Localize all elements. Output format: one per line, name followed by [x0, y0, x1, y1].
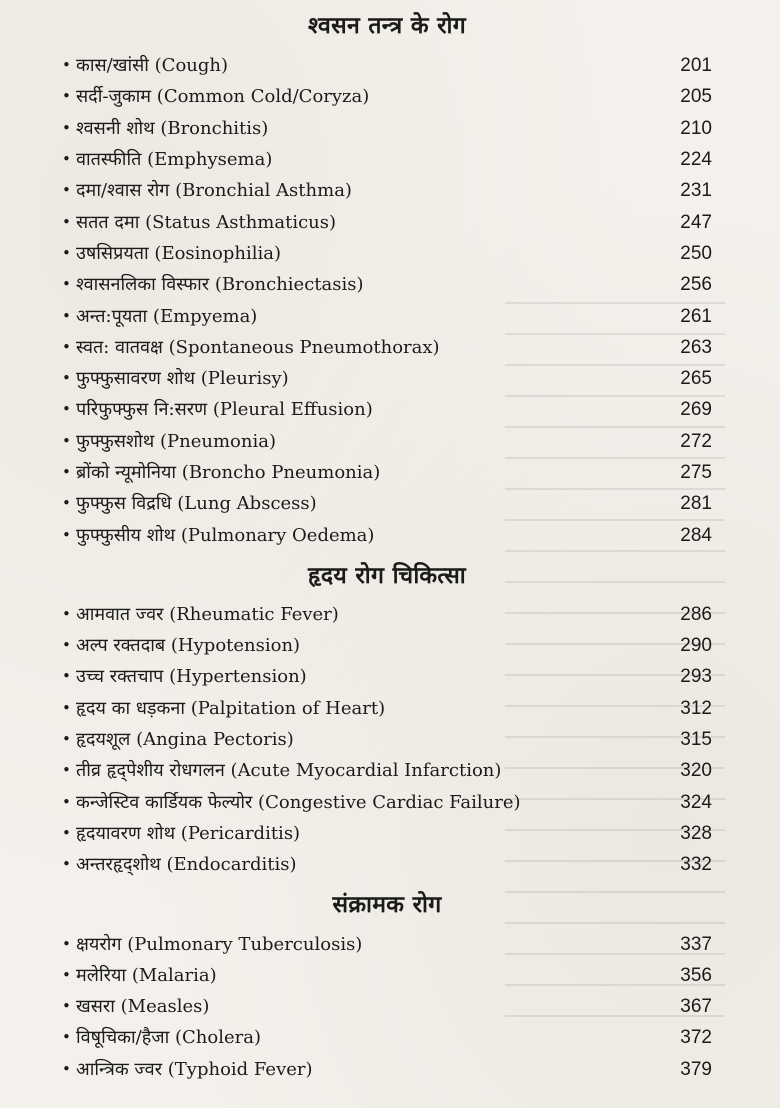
- entry-title: खसरा (Measles): [76, 996, 210, 1018]
- toc-entry: [62, 755, 712, 786]
- entry-title: आन्त्रिक ज्वर (Typhoid Fever): [76, 1058, 313, 1080]
- bullet-icon: •: [62, 150, 71, 169]
- bullet-icon: •: [62, 604, 71, 623]
- toc-entry: [62, 991, 712, 1022]
- bullet-icon: •: [62, 636, 71, 655]
- section-infectious: [62, 880, 712, 1084]
- entry-page: 201: [680, 55, 712, 77]
- entry-title: हृदय का धड़कना (Palpitation of Heart): [76, 697, 386, 719]
- toc-entry: [62, 599, 712, 630]
- toc-entry: [62, 519, 712, 550]
- toc-entry: [62, 113, 712, 144]
- entry-page: 337: [680, 933, 712, 955]
- entry-page: 290: [680, 635, 712, 657]
- bullet-icon: •: [62, 275, 71, 294]
- entry-page: 263: [680, 336, 712, 358]
- entry-page: 286: [680, 603, 712, 625]
- toc-entry: [62, 457, 712, 488]
- entry-title: मलेरिया (Malaria): [76, 964, 217, 986]
- bullet-icon: •: [62, 1059, 71, 1078]
- toc-entry: [62, 693, 712, 724]
- section-cardiac: [62, 551, 712, 881]
- bullet-icon: •: [62, 855, 71, 874]
- entry-title: क्षयरोग (Pulmonary Tuberculosis): [76, 933, 363, 955]
- entry-page: 284: [680, 524, 712, 546]
- toc-entry: [62, 724, 712, 755]
- entry-title: उषसिप्रयता (Eosinophilia): [76, 242, 281, 264]
- bullet-icon: •: [62, 243, 71, 262]
- entry-page: 367: [680, 996, 712, 1018]
- entry-title: अन्तरहृद्शोथ (Endocarditis): [76, 854, 297, 876]
- bullet-icon: •: [62, 56, 71, 75]
- entry-page: 272: [680, 430, 712, 452]
- entry-title: उच्च रक्तचाप (Hypertension): [76, 666, 307, 688]
- toc-entry: [62, 206, 712, 237]
- toc-entry: [62, 300, 712, 331]
- entry-title: फुफ्फुसशोथ (Pneumonia): [76, 430, 276, 452]
- entry-page: 275: [680, 462, 712, 483]
- entry-title: आमवात ज्वर (Rheumatic Fever): [76, 603, 339, 625]
- bullet-icon: •: [62, 400, 71, 419]
- entry-title: फुफ्फुसीय शोथ (Pulmonary Oedema): [76, 524, 375, 546]
- bullet-icon: •: [62, 369, 71, 388]
- bullet-icon: •: [62, 934, 71, 953]
- entry-page: 328: [680, 822, 712, 844]
- entry-title: ब्रोंको न्यूमोनिया (Broncho Pneumonia): [76, 462, 381, 483]
- toc-entry: [62, 960, 712, 991]
- section-title: श्वसन तन्त्र के रोग: [307, 12, 467, 39]
- toc-entry: [62, 81, 712, 112]
- entry-title: कास/खांसी (Cough): [76, 55, 229, 77]
- bullet-icon: •: [62, 494, 71, 513]
- toc-entry: [62, 928, 712, 959]
- entry-title: विषूचिका/हैजा (Cholera): [76, 1027, 262, 1049]
- toc-entry: [62, 787, 712, 818]
- entry-title: कन्जेस्टिव कार्डियक फेल्योर (Congestive Cardiac Failure): [76, 791, 521, 813]
- entry-page: 224: [680, 149, 712, 171]
- entry-page: 293: [680, 666, 712, 688]
- bullet-icon: •: [62, 118, 71, 137]
- bullet-icon: •: [62, 463, 71, 481]
- entry-title: तीव्र हृद्पेशीय रोधगलन (Acute Myocardial Infarction): [76, 760, 502, 782]
- entry-title: अल्प रक्तदाब (Hypotension): [76, 635, 301, 657]
- bullet-icon: •: [62, 87, 71, 106]
- bullet-icon: •: [62, 667, 71, 686]
- entry-title: सतत दमा (Status Asthmaticus): [76, 211, 337, 233]
- toc-entry: [62, 144, 712, 175]
- bullet-icon: •: [62, 965, 71, 984]
- entry-page: 324: [680, 791, 712, 813]
- entry-title: अन्त:पूयता (Empyema): [76, 305, 258, 327]
- entry-page: 315: [680, 729, 712, 751]
- bullet-icon: •: [62, 212, 71, 231]
- entry-page: 356: [680, 964, 712, 986]
- entry-page: 332: [680, 854, 712, 876]
- entry-page: 379: [680, 1058, 712, 1080]
- toc-entry: [62, 363, 712, 394]
- toc-entry: [62, 394, 712, 425]
- bullet-icon: •: [62, 730, 71, 749]
- entry-page: 320: [680, 760, 712, 782]
- entry-page: 210: [680, 117, 712, 139]
- bullet-icon: •: [62, 1028, 71, 1047]
- section-title: हृदय रोग चिकित्सा: [307, 561, 467, 589]
- entry-page: 312: [680, 697, 712, 719]
- entry-page: 250: [680, 242, 712, 264]
- entry-page: 372: [680, 1027, 712, 1049]
- toc-entry: [62, 818, 712, 849]
- toc-entry: [62, 1022, 712, 1053]
- bullet-icon: •: [62, 698, 71, 717]
- entry-title: परिफुफ्फुस नि:सरण (Pleural Effusion): [76, 399, 373, 421]
- toc-entry: [62, 1054, 712, 1085]
- entry-page: 265: [680, 368, 712, 390]
- entry-page: 256: [680, 274, 712, 296]
- entry-title: दमा/श्वास रोग (Bronchial Asthma): [76, 180, 352, 202]
- entry-title: फुफ्फुसावरण शोथ (Pleurisy): [76, 368, 289, 390]
- entry-page: 231: [680, 180, 712, 202]
- entry-title: श्वसनी शोथ (Bronchitis): [76, 117, 269, 139]
- table-of-contents: [62, 6, 712, 1085]
- bullet-icon: •: [62, 431, 71, 450]
- entry-page: 205: [680, 86, 712, 108]
- entry-title: वातस्फीति (Emphysema): [76, 149, 273, 171]
- toc-entry: [62, 175, 712, 206]
- toc-entry: [62, 661, 712, 692]
- entry-page: 269: [680, 399, 712, 421]
- toc-entry: [62, 849, 712, 880]
- toc-entry: [62, 630, 712, 661]
- entry-page: 281: [680, 493, 712, 515]
- toc-entry: [62, 426, 712, 457]
- bullet-icon: •: [62, 181, 71, 200]
- toc-entry: [62, 238, 712, 269]
- toc-entry: [62, 50, 712, 81]
- section-title: संक्रामक रोग: [332, 891, 442, 919]
- entry-title: हृदयावरण शोथ (Pericarditis): [76, 822, 301, 844]
- bullet-icon: •: [62, 761, 71, 780]
- bullet-icon: •: [62, 337, 71, 356]
- bullet-icon: •: [62, 525, 71, 544]
- bullet-icon: •: [62, 306, 71, 325]
- bullet-icon: •: [62, 823, 71, 842]
- bullet-icon: •: [62, 997, 71, 1016]
- toc-entry: [62, 332, 712, 363]
- entry-title: फुफ्फुस विद्रधि (Lung Abscess): [76, 493, 317, 515]
- entry-title: सर्दी-जुकाम (Common Cold/Coryza): [76, 86, 370, 108]
- toc-entry: [62, 269, 712, 300]
- toc-entry: [62, 488, 712, 519]
- entry-title: श्वासनलिका विस्फार (Bronchiectasis): [76, 274, 364, 296]
- entry-page: 261: [680, 305, 712, 327]
- bullet-icon: •: [62, 792, 71, 811]
- section-respiratory: [62, 6, 712, 551]
- entry-title: स्वत: वातवक्ष (Spontaneous Pneumothorax): [76, 336, 440, 358]
- entry-title: हृदयशूल (Angina Pectoris): [76, 729, 294, 751]
- entry-page: 247: [680, 211, 712, 233]
